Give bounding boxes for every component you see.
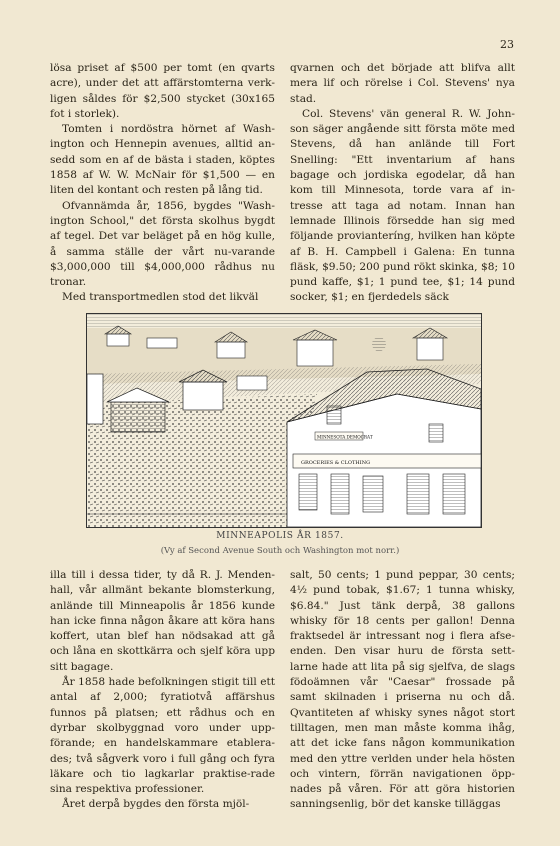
figure-caption-title: MINNEAPOLIS ÅR 1857. — [216, 531, 344, 541]
paragraph: illa till i dessa tider, ty då R. J. Menden-hall, vår allmänt bekante blomsterkung, anlände till Minneapolis år 1856 kunde han icke finna någon åkare att köra hans koffert, utan blef han nödsakad att gå och låna en skottkärra och sjelf köra upp sitt bagage. — [50, 569, 275, 673]
minneapolis-1857-engraving — [87, 314, 481, 527]
paragraph: År 1858 hade befolkningen stigit till ett antal af 2,000; fyratiotvå affärshus funnos på platsen; ett rådhus och en dyrbar skolbyggnad voro under upp-förande; en handelskammare etablera-des; två sågverk voro i full gång och fyra läkare och tio lagkarlar praktise-rade sina respektiva professioner. — [50, 676, 275, 796]
column-bottom-left — [50, 568, 275, 813]
paragraph: Ofvannämda år, 1856, bygdes "Wash-ington School," det första skolhus bygdt af tegel. Det var beläget på en hög kulle, å samma ställe der vårt nu-varande $3,000,000 till $4,000,000 rådhus nu tronar. — [50, 199, 275, 289]
store-sign-lower: GROCERIES & CLOTHING — [301, 460, 371, 466]
paragraph: Med transportmedlen stod det likväl — [62, 291, 259, 304]
column-top-left — [50, 61, 275, 306]
paragraph: qvarnen och det började att blifva allt mera lif och rörelse i Col. Stevens' nya stad. — [290, 62, 515, 105]
engraving-illustration — [86, 313, 482, 528]
paragraph: salt, 50 cents; 1 pund peppar, 30 cents; 4½ pund tobak, $1.67; 1 tunna whisky, $6.84." Just tänk derpå, 38 gallons whisky för 18 cents per gallon! Denna fraktsedel är intressant nog i flera afse-enden. Den visar huru de första sett-larne hade att lita på sig sjelfva, de slags födoämnen vår "Caesar" frossade på samt skilnaden i priserna nu och då. Qvantiteten af whisky synes något stort tilltagen, men man måste komma ihåg, att det icke fans någon kommunikation med den yttre verlden under hela hösten och vintern, förrän navigationen öpp-nades på våren. För att göra historien sanningsenlig, bör det kanske tilläggas — [290, 569, 515, 811]
column-bottom-right — [290, 568, 515, 813]
store-sign-upper: MINNESOTA DEMOCRAT — [317, 434, 373, 440]
page-number: 23 — [500, 38, 514, 51]
paragraph: Året derpå bygdes den första mjöl- — [62, 798, 250, 811]
paragraph: lösa priset af $500 per tomt (en qvarts acre), under det att affärstomterna verk-ligen såldes för $2,500 stycket (30x165 fot i storlek). — [50, 62, 275, 120]
column-top-right — [290, 61, 515, 306]
figure-caption-subtitle: (Vy af Second Avenue South och Washington mot norr.) — [160, 546, 400, 556]
paragraph: Tomten i nordöstra hörnet af Wash-ington och Hennepin avenues, alltid an-sedd som en af de bästa i staden, köptes 1858 af W. W. McNair för $1,500 — en liten del kontant och resten på lång tid. — [50, 123, 275, 197]
paragraph: Col. Stevens' vän general R. W. John-son säger angående sitt första möte med Stevens, då han anlände till Fort Snelling: "Ett inventarium af hans bagage och jordiska egodelar, då han kom till Minnesota, torde vara af in-tresse att taga ad notam. Innan han lemnade Illinois försedde han sig med följande provianteríng, hvilken han köpte af B. H. Campbell i Galena: En tunna fläsk, $9.50; 200 pund rökt skinka, $8; 10 pund kaffe, $1; 1 pund tee, $1; 14 pund socker, $1; en fjerdedels säck — [290, 107, 515, 304]
